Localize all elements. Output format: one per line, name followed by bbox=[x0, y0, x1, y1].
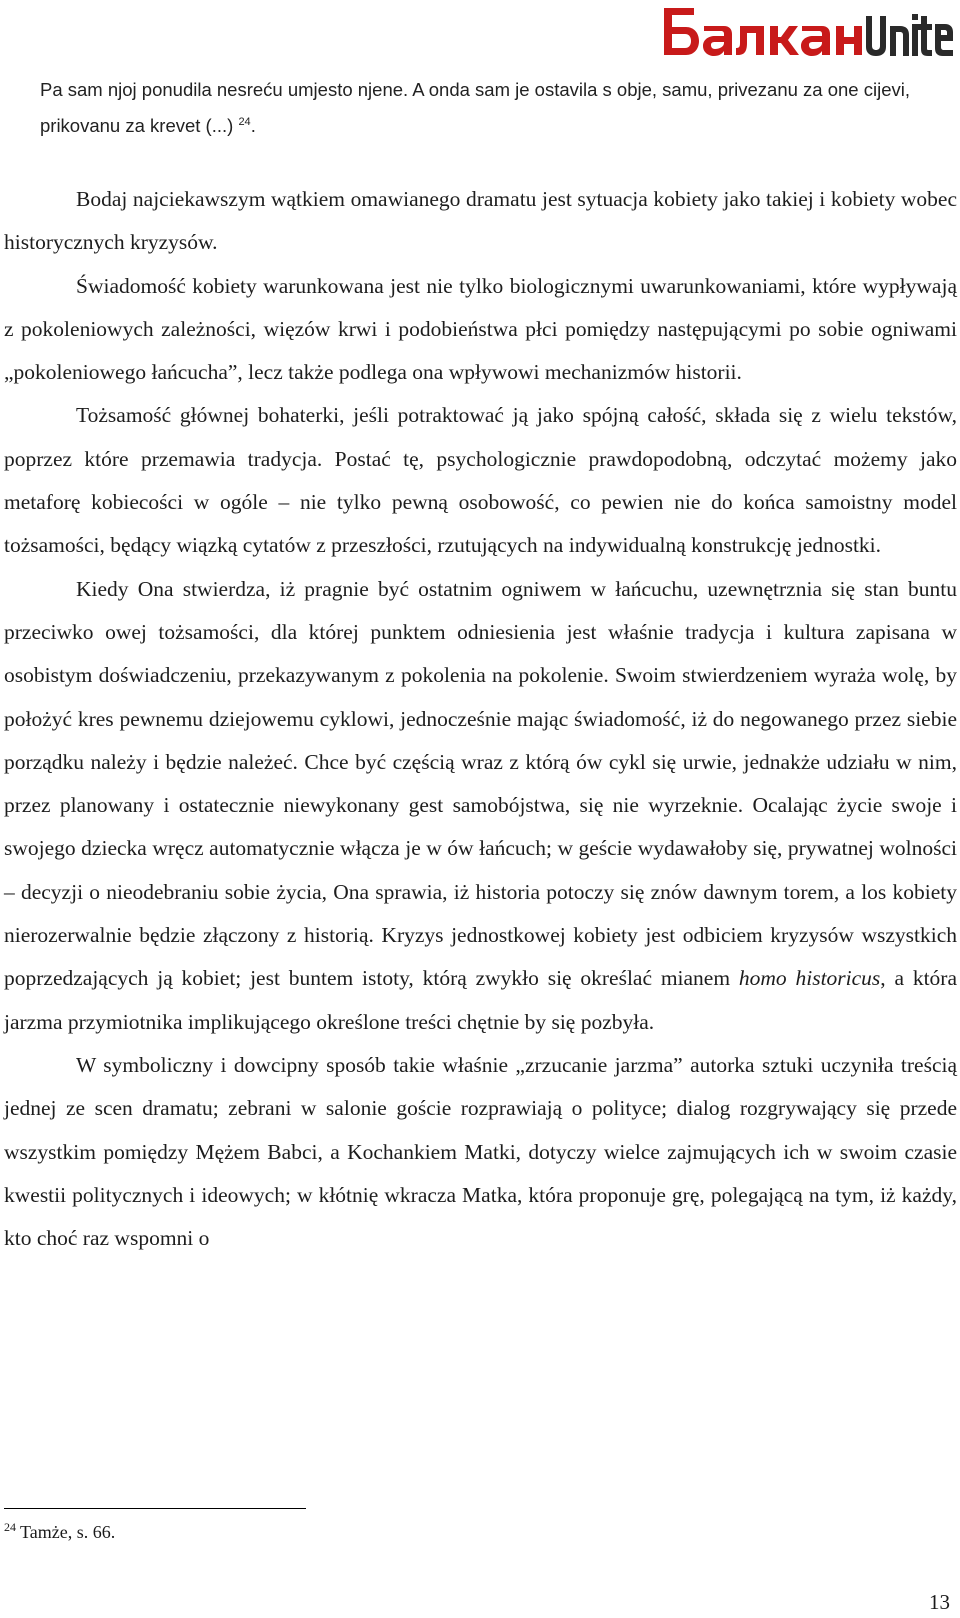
footnote-number: 24 bbox=[4, 1520, 16, 1534]
page-number: 13 bbox=[929, 1590, 950, 1614]
quote-text: Pa sam njoj ponudila nesreću umjesto njene. A onda sam je ostavila s obje, samu, privezanu za one cijevi, prikovanu za krevet (...) bbox=[40, 79, 910, 136]
balkan-united-logo bbox=[660, 4, 955, 72]
paragraph-4-start: Kiedy Ona stwierdza, iż pragnie być ostatnim ogniwem w łańcuchu, uzewnętrznia się stan buntu przeciwko owej tożsamości, dla której punktem odniesienia jest właśnie tradycja i kultura zapisana w osobistym doświadczeniu, przekazywanym z pokolenia na pokolenie. Swoim stwierdzeniem wyraża wolę, by położyć kres pewnemu dziejowemu cyklowi, jednocześnie mając świadomość, iż do negowanego przez siebie porządku należy i będzie należeć. Chce być częścią wraz z którą ów cykl się urwie, jednakże udziału w nim, przez planowany i ostatecznie niewykonany gest samobójstwa, się nie wyrzeknie. Ocalając życie swoje i swojego dziecka wręcz automatycznie włącza je w ów łańcuch; w geście wydawałoby się, prywatnej wolności – decyzji o nieodebraniu sobie życia, Ona sprawia, iż historia potoczy się znów dawnym torem, a los kobiety nierozerwalnie będzie złączony z historią. Kryzys jednostkowej kobiety jest odbiciem kryzysów wszystkich poprzedzających ją kobiet; jest buntem istoty, którą zwykło się określać mianem bbox=[4, 576, 957, 991]
paragraph-2: Świadomość kobiety warunkowana jest nie tylko biologicznymi uwarunkowaniami, które wypływają z pokoleniowych zależności, więzów krwi i podobieństwa płci pomiędzy następującymi po sobie ogniwami „pokoleniowego łańcucha”, lecz także podlega ona wpływowi mechanizmów historii. bbox=[4, 273, 957, 385]
quote-footnote-ref[interactable]: 24 bbox=[238, 116, 251, 128]
block-quote bbox=[40, 72, 920, 144]
footnote-text: Tamże, s. 66. bbox=[20, 1522, 116, 1542]
footnote bbox=[4, 1520, 115, 1544]
paragraph-4-end: , a która jarzma przymiotnika implikującego określone treści chętnie by się pozbyła. bbox=[4, 966, 958, 1034]
paragraph-4 bbox=[4, 568, 957, 1044]
main-text bbox=[4, 178, 957, 1260]
paragraph-1: Bodaj najciekawszym wątkiem omawianego dramatu jest sytuacja kobiety jako takiej i kobiety wobec historycznych kryzysów. bbox=[4, 187, 957, 255]
paragraph-4-italic: homo historicus bbox=[738, 966, 881, 991]
paragraph-3: Tożsamość głównej bohaterki, jeśli potraktować ją jako spójną całość, składa się z wielu tekstów, poprzez które przemawia tradycja. Postać tę, psychologicznie prawdopodobną, odczytać możemy jako metaforę kobiecości w ogóle – nie tylko pewną osobowość, co pewien nie do końca samoistny model tożsamości, będący wiązką cytatów z przeszłości, rzutujących na indywidualną konstrukcję jednostki. bbox=[4, 403, 957, 558]
paragraph-5: W symboliczny i dowcipny sposób takie właśnie „zrzucanie jarzma” autorka sztuki uczyniła treścią jednej ze scen dramatu; zebrani w salonie goście rozprawiają o polityce; dialog rozgrywający się przede wszystkim pomiędzy Mężem Babci, a Kochankiem Matki, dotyczy wielce zajmujących ich w swoim czasie kwestii politycznych i ideowych; w kłótnię wkracza Matka, która proponuje grę, polegającą na tym, iż każdy, kto choć raz wspomni o bbox=[4, 1052, 957, 1251]
quote-trailing: . bbox=[250, 115, 256, 136]
footnote-separator bbox=[4, 1508, 306, 1509]
